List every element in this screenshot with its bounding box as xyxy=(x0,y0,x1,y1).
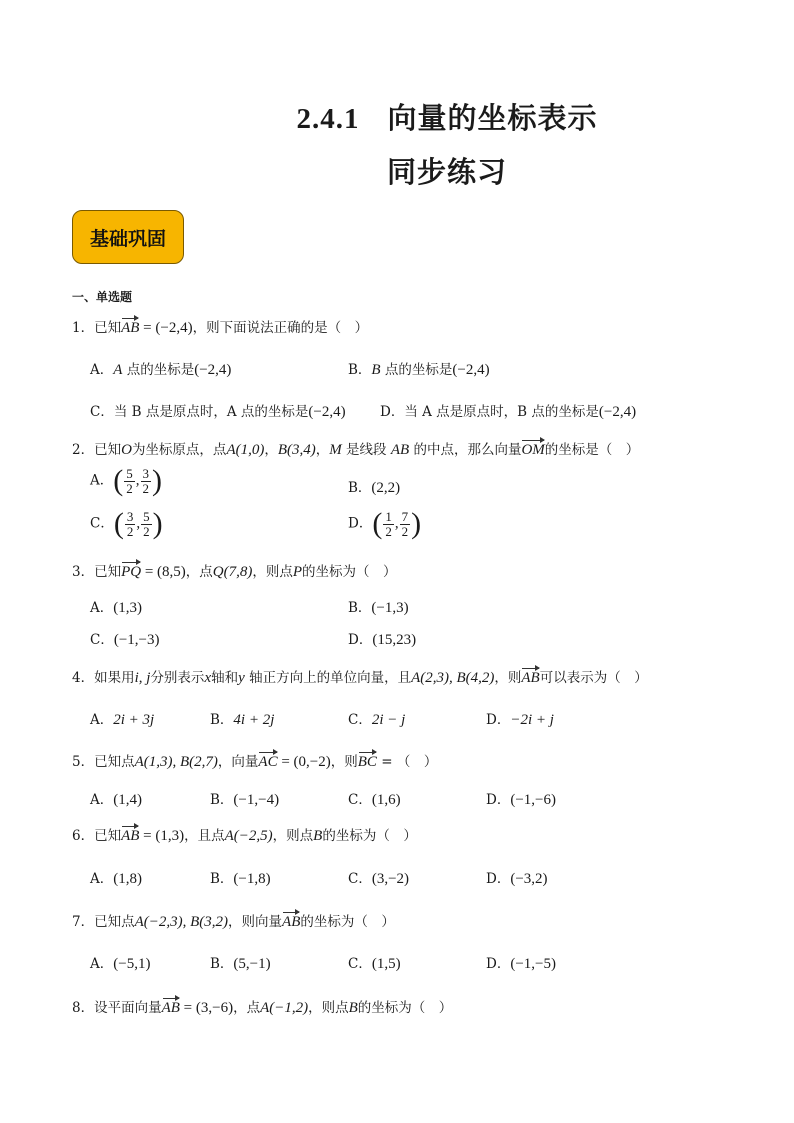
q-text: 可以表示为（ ） xyxy=(539,670,648,686)
option-label: D． xyxy=(486,956,511,972)
q-text: ，则点 xyxy=(308,1000,349,1016)
question-4 xyxy=(72,666,648,687)
option-label: B． xyxy=(348,362,372,378)
denominator: 2 xyxy=(126,523,134,539)
q-math: = (0,−2) xyxy=(277,754,331,770)
option-value: 4i + 2j xyxy=(233,712,275,728)
option-d[interactable]: D．( $\frac{1}{2}$ , $\frac{7}{2}$ ) xyxy=(348,507,422,540)
option-a[interactable] xyxy=(90,708,154,729)
option-a[interactable] xyxy=(90,867,142,888)
option-value: (−2,4) xyxy=(598,404,637,420)
option-value: (1,8) xyxy=(113,871,142,887)
q-number: 3． xyxy=(72,564,95,580)
q-math: x xyxy=(204,670,212,686)
q-text: ，则 xyxy=(330,754,358,770)
q-math: M xyxy=(329,442,342,458)
basic-badge: 基础巩固 xyxy=(72,210,184,264)
q-math: B(3,4) xyxy=(277,442,316,458)
denominator: 2 xyxy=(143,523,150,539)
option-label: D． xyxy=(348,515,373,532)
q-text: ，则向量 xyxy=(228,914,283,930)
option-b[interactable] xyxy=(348,358,490,379)
option-value: (1,4) xyxy=(113,792,142,808)
option-point: B xyxy=(371,362,381,378)
vector-ac: AC xyxy=(258,754,278,770)
option-value: (1,5) xyxy=(371,956,401,972)
q-math: = (3,−6) xyxy=(179,1000,234,1016)
q-text: ，向量 xyxy=(217,754,259,770)
option-c[interactable] xyxy=(348,867,409,888)
option-b[interactable] xyxy=(210,788,279,809)
option-a[interactable] xyxy=(90,952,150,973)
fraction xyxy=(125,510,136,539)
option-label: B． xyxy=(210,712,234,728)
option-c[interactable] xyxy=(90,400,346,421)
unit-vectors: i, j xyxy=(134,670,151,686)
option-value: (1,3) xyxy=(113,600,142,616)
option-point: A xyxy=(113,362,123,378)
denominator: 2 xyxy=(401,523,409,539)
option-value: (1,6) xyxy=(371,792,401,808)
option-label: B． xyxy=(348,480,372,496)
numerator: 1 xyxy=(385,508,392,524)
q-text: 轴和 xyxy=(211,670,239,686)
q-text: 的坐标为（ ） xyxy=(300,914,395,930)
numerator: 3 xyxy=(142,465,149,481)
option-label: D． xyxy=(486,712,511,728)
option-text: 点的坐标是 xyxy=(126,362,195,378)
option-value: (−3,2) xyxy=(510,871,548,887)
denominator: 2 xyxy=(126,480,133,496)
option-value: (15,23) xyxy=(372,632,417,648)
option-value: (3,−2) xyxy=(371,871,410,887)
option-value: 2i + 3j xyxy=(113,712,155,728)
option-a[interactable] xyxy=(90,358,231,379)
question-7 xyxy=(72,910,395,931)
option-label: D． xyxy=(380,404,405,420)
q-text: 设平面向量 xyxy=(94,1000,162,1016)
fraction xyxy=(400,510,411,539)
q-math: B xyxy=(313,828,323,844)
q-text: ，则下面说法正确的是（ ） xyxy=(192,320,369,336)
option-label: C． xyxy=(348,871,372,887)
q-text: 轴正方向上的单位向量，且 xyxy=(244,670,412,686)
option-label: A． xyxy=(90,472,114,489)
q-number: 2． xyxy=(72,442,95,458)
option-value: (−1,−5) xyxy=(510,956,556,972)
q-math: B xyxy=(348,1000,358,1016)
document-title xyxy=(100,96,794,137)
q-number: 4． xyxy=(72,670,95,686)
option-text: 点的坐标是 xyxy=(384,362,453,378)
q-math: = (1,3) xyxy=(139,828,185,844)
denominator: 2 xyxy=(385,523,392,539)
q-text: 已知 xyxy=(94,564,122,580)
option-label: A． xyxy=(90,600,114,616)
option-label: C． xyxy=(348,712,372,728)
option-label: A． xyxy=(90,871,114,887)
option-d[interactable] xyxy=(486,867,548,888)
option-c[interactable] xyxy=(90,628,160,649)
q-text: 已知 xyxy=(94,828,122,844)
section-heading: 一、单选题 xyxy=(72,290,133,304)
fraction xyxy=(141,467,152,496)
vector-bc: BC xyxy=(357,754,377,770)
option-value: (−2,4) xyxy=(308,404,346,420)
option-c[interactable] xyxy=(348,788,401,809)
q-math: A(−2,5) xyxy=(224,828,273,844)
q-text: 的坐标是（ ） xyxy=(544,442,640,458)
q-text: 已知点 xyxy=(94,914,135,930)
denominator: 2 xyxy=(142,480,149,496)
q-math: O xyxy=(121,442,132,458)
option-label: B． xyxy=(210,792,234,808)
option-label: B． xyxy=(210,956,234,972)
question-3 xyxy=(72,560,397,581)
q-number: 8． xyxy=(72,1000,95,1016)
option-label: B． xyxy=(210,871,234,887)
numerator: 5 xyxy=(143,508,150,524)
option-label: C． xyxy=(348,956,372,972)
q-text: ，点 xyxy=(233,1000,261,1016)
q-text: 已知 xyxy=(94,320,122,336)
q-text: ， xyxy=(315,442,330,458)
q-text: 的坐标为（ ） xyxy=(357,1000,453,1016)
q-math: A(1,3), B(2,7) xyxy=(134,754,218,770)
q-text: 为坐标原点，点 xyxy=(131,442,227,458)
option-d[interactable] xyxy=(486,708,554,729)
q-text: ，则 xyxy=(494,670,522,686)
option-value: (−1,−4) xyxy=(233,792,280,808)
q-text: ，则点 xyxy=(272,828,314,844)
q-math: A(2,3), B(4,2) xyxy=(411,670,495,686)
question-1 xyxy=(72,316,368,337)
option-b[interactable] xyxy=(348,596,409,617)
question-2 xyxy=(72,438,639,459)
option-d[interactable] xyxy=(348,628,416,649)
option-value: (5,−1) xyxy=(233,956,271,972)
q-math: y xyxy=(238,670,245,686)
option-b[interactable] xyxy=(210,867,271,888)
option-label: D． xyxy=(348,632,373,648)
q-math: = (8,5) xyxy=(141,564,186,580)
q-text: ，且点 xyxy=(184,828,225,844)
q-math: A(−1,2) xyxy=(260,1000,309,1016)
option-value: (−1,3) xyxy=(371,600,409,616)
option-d[interactable] xyxy=(486,788,556,809)
option-value: (2,2) xyxy=(371,480,401,496)
option-c[interactable]: C．( $\frac{3}{2}$ , $\frac{5}{2}$ ) xyxy=(90,507,163,540)
q-text: ， xyxy=(264,442,278,458)
fraction xyxy=(383,510,394,539)
q-text: 已知 xyxy=(94,442,122,458)
option-value: (−1,−3) xyxy=(113,632,160,648)
q-text: 的坐标为（ ） xyxy=(322,828,417,844)
question-8 xyxy=(72,996,452,1017)
numerator: 3 xyxy=(126,508,134,524)
q-number: 5． xyxy=(72,754,95,770)
numerator: 7 xyxy=(401,508,409,524)
vector-ab: AB xyxy=(521,670,540,686)
vector-om: OM xyxy=(521,442,545,458)
option-label: A． xyxy=(90,362,114,378)
option-label: B． xyxy=(348,600,372,616)
option-label: A． xyxy=(90,792,114,808)
q-math: A(1,0) xyxy=(226,442,265,458)
numerator: 5 xyxy=(126,465,133,481)
vector-pq: PQ xyxy=(121,564,142,580)
option-a[interactable] xyxy=(90,788,142,809)
question-6 xyxy=(72,824,417,845)
option-a[interactable]: A．( $\frac{5}{2}$ , $\frac{3}{2}$ ) xyxy=(90,464,162,497)
section-number: 2.4.1 xyxy=(296,103,360,135)
q-number: 7． xyxy=(72,914,95,930)
q-text: 分别表示 xyxy=(150,670,205,686)
q-text: 的中点，那么向量 xyxy=(409,442,522,458)
option-b[interactable] xyxy=(210,708,274,729)
q-text: ，则点 xyxy=(252,564,293,580)
q-math: Q(7,8) xyxy=(212,564,253,580)
option-value: (−2,4) xyxy=(194,362,232,378)
option-value: (−1,−6) xyxy=(510,792,556,808)
option-c[interactable] xyxy=(348,952,401,973)
title-text: 向量的坐标表示 xyxy=(387,101,598,135)
option-c[interactable] xyxy=(348,708,405,729)
vector-ab: AB xyxy=(121,320,140,336)
option-d[interactable] xyxy=(486,952,556,973)
q-text: = （ ） xyxy=(376,754,438,770)
option-text: 当 A 点是原点时，B 点的坐标是 xyxy=(404,404,599,420)
q-math: AB xyxy=(390,442,410,458)
vector-ab: AB xyxy=(161,1000,180,1016)
option-b[interactable] xyxy=(210,952,271,973)
option-label: C． xyxy=(90,632,114,648)
option-a[interactable] xyxy=(90,596,142,617)
q-text: ，点 xyxy=(185,564,213,580)
q-math: P xyxy=(292,564,303,580)
question-5 xyxy=(72,750,437,771)
option-value: (−5,1) xyxy=(113,956,151,972)
q-text: 是线段 xyxy=(341,442,391,458)
document-subtitle: 同步练习 xyxy=(386,155,507,189)
fraction xyxy=(124,467,135,496)
q-math: = (−2,4) xyxy=(139,320,193,336)
option-label: D． xyxy=(486,792,511,808)
fraction xyxy=(141,510,152,539)
vector-ab: AB xyxy=(121,828,140,844)
option-label: C． xyxy=(90,404,114,420)
option-b[interactable] xyxy=(348,476,400,497)
option-label: D． xyxy=(486,871,511,887)
option-d[interactable] xyxy=(380,400,636,421)
option-label: C． xyxy=(90,515,114,532)
vector-ab: AB xyxy=(282,914,301,930)
q-number: 6． xyxy=(72,828,95,844)
option-text: 当 B 点是原点时，A 点的坐标是 xyxy=(113,404,309,420)
option-value: 2i − j xyxy=(371,712,406,728)
option-value: (−2,4) xyxy=(452,362,490,378)
q-number: 1． xyxy=(72,320,95,336)
option-label: C． xyxy=(348,792,372,808)
q-text: 已知点 xyxy=(94,754,135,770)
option-value: (−1,8) xyxy=(233,871,271,887)
option-label: A． xyxy=(90,712,114,728)
option-value: −2i + j xyxy=(510,712,554,728)
option-label: A． xyxy=(90,956,114,972)
q-math: A(−2,3), B(3,2) xyxy=(134,914,229,930)
q-text: 如果用 xyxy=(94,670,135,686)
q-text: 的坐标为（ ） xyxy=(302,564,397,580)
